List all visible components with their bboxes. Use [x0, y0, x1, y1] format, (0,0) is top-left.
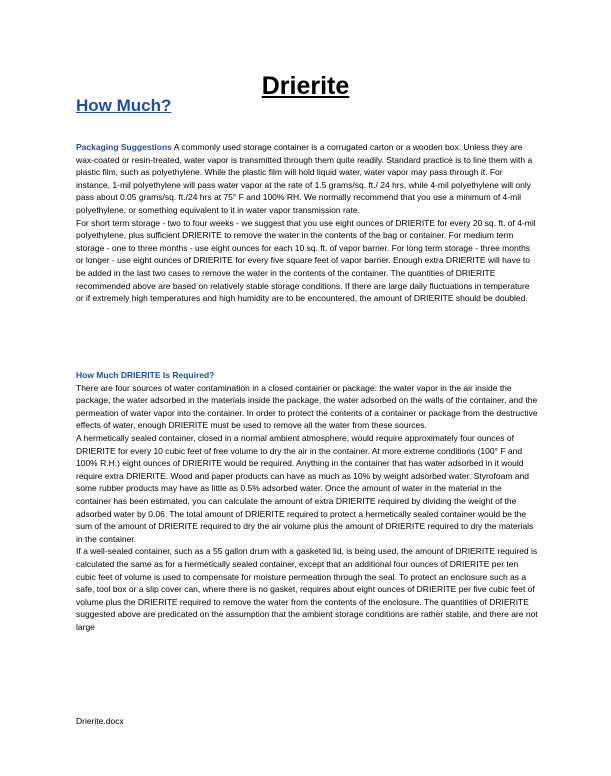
required-paragraph-2: A hermetically sealed container, closed in a normal ambient atmosphere, would require approximately four ounces of DRIERITE for every 10 cubic feet of free volume to dry the air in the container. At more extreme conditions (100° F and 100% R.H.) eight ounces of DRIERITE would be required. Anything in the container that has water adsorbed in it would require extra DRIERITE. Wood and paper products can have as much as 10% by weight adsorbed water. Styrofoam and some rubber products may have as little as 0.5% adsorbed water. Once the amount of water in the material in the container has been estimated, you can calculate the amount of extra DRIERITE required by dividing the weight of the adsorbed water by 0.06. The total amount of DRIERITE required to protect a hermetically sealed container would be the sum of the amount of DRIERITE required to dry the air volume plus the amount of DRIERITE required to dry the materials in the container.: [76, 432, 534, 544]
document-footer: Drierite.docx: [76, 716, 124, 726]
required-heading: How Much DRIERITE Is Required?: [76, 370, 215, 380]
packaging-lead: Packaging Suggestions: [76, 142, 172, 152]
packaging-paragraph-1-text: A commonly used storage container is a corrugated carton or a wooden box. Unless they are wax-coated or resin-treated, water vapor is transmitted through them quite readily. Standard practice is to line them with a plastic film, such as polyethylene. While the plastic film will hold liquid water, water vapor may pass through it. For instance, 1-mil polyethylene will pass water vapor at the rate of 1.5 grams/sq. ft./ 24 hrs, while 4-mil polyethylene will only pass about 0.05 grams/sq. ft./24 hrs at 75° F and 100% RH. We normally recommend that you use a minimum of 4-mil polyethylene, or something equivalent to it in water vapor transmission rate.: [76, 142, 533, 215]
document-title: Drierite: [261, 72, 350, 100]
required-paragraph-1: There are four sources of water contamination in a closed container or package: the water vapor in the air inside the package, the water adsorbed in the materials inside the package, the water adsorbed on the walls of the container, and the permeation of water vapor into the container. In order to protect the contents of a container or package from the destructive effects of water, enough DRIERITE must be used to remove all the water from these sources.: [76, 382, 538, 431]
section-heading: How Much?: [76, 96, 172, 115]
packaging-suggestions-section: [76, 141, 538, 305]
required-paragraph-3: If a well-sealed container, such as a 55 gallon drum with a gasketed lid, is being used, the amount of DRIERITE required is calculated the same as for a hermetically sealed container, except that an additional four ounces of DRIERITE per ten cubic feet of volume is used to compensate for moisture permeation through the seal. To protect an enclosure such as a safe, tool box or a slip cover can, where there is no gasket, requires about eight ounces of DRIERITE per five cubic feet of volume plus the DRIERITE required to remove the water from the contents of the enclosure. The quantities of DRIERITE suggested above are predicated on the assumption that the ambient storage conditions are rather stable, and there are not large: [76, 546, 538, 632]
how-much-required-section: [76, 369, 538, 633]
packaging-paragraph-2: For short term storage - two to four weeks - we suggest that you use eight ounces of DRIERITE for every 20 sq. ft. of 4-mil polyethylene, plus sufficient DRIERITE to remove the water in the contents of the bag or container. For medium term storage - one to three months - use eight ounces for each 10 sq. ft. of vapor barrier. For long term storage - three months or longer - use eight ounces of DRIERITE for every five square feet of vapor barrier. Enough extra DRIERITE will have to be added in the last two cases to remove the water in the contents of the container. The quantities of DRIERITE recommended above are based on relatively stable storage conditions. If there are large daily fluctuations in temperature or if extremely high temperatures and high humidity are to be encountered, the amount of DRIERITE should be doubled.: [76, 217, 536, 304]
packaging-paragraph-1: [76, 141, 538, 217]
